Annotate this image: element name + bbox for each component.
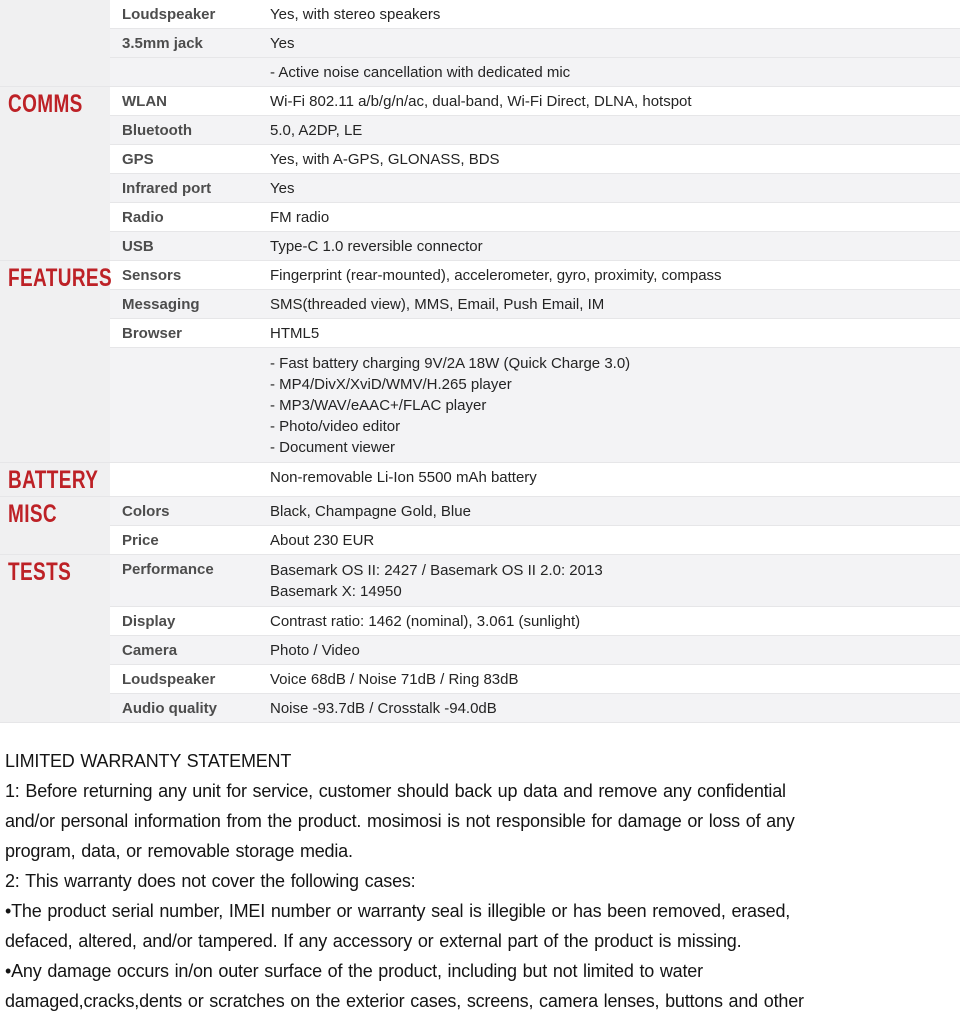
spec-row: [0, 203, 960, 232]
spec-value: FM radio: [260, 203, 960, 232]
spec-label: Loudspeaker: [110, 665, 260, 694]
spec-value: 5.0, A2DP, LE: [260, 116, 960, 145]
warranty-line: 2: This warranty does not cover the following cases:: [5, 871, 416, 891]
spec-value: HTML5: [260, 319, 960, 348]
spec-label: Browser: [110, 319, 260, 348]
spec-label: Display: [110, 607, 260, 636]
spec-value: Yes, with stereo speakers: [270, 6, 441, 23]
spec-label: Bluetooth: [110, 116, 260, 145]
spec-value: [260, 348, 960, 463]
spec-value: Noise -93.7dB / Crosstalk -94.0dB: [260, 694, 960, 723]
spec-label: Infrared port: [110, 174, 260, 203]
warranty-line: •The product serial number, IMEI number or warranty seal is illegible or has been removed, erased,: [5, 901, 791, 921]
warranty-line: damaged,cracks,dents or scratches on the exterior cases, screens, camera lenses, buttons and other: [5, 991, 804, 1011]
spec-label: [110, 348, 260, 463]
spec-row: [0, 319, 960, 348]
spec-row: [0, 665, 960, 694]
spec-value: Wi-Fi 802.11 a/b/g/n/ac, dual-band, Wi-Fi Direct, DLNA, hotspot: [260, 87, 960, 116]
spec-category-label: COMMS: [8, 90, 83, 118]
spec-row: [0, 87, 960, 116]
spec-label: Messaging: [110, 290, 260, 319]
spec-value: Yes: [260, 29, 960, 58]
warranty-section: [0, 746, 960, 1016]
spec-value: Fingerprint (rear-mounted), accelerometer, gyro, proximity, compass: [260, 261, 960, 290]
spec-value: [260, 555, 960, 607]
spec-label: Camera: [110, 636, 260, 665]
warranty-line: defaced, altered, and/or tampered. If any accessory or external part of the product is missing.: [5, 931, 742, 951]
spec-value: SMS(threaded view), MMS, Email, Push Email, IM: [260, 290, 960, 319]
spec-label: Radio: [110, 203, 260, 232]
warranty-line: 1: Before returning any unit for service, customer should back up data and remove any confidential: [5, 781, 786, 801]
spec-label: [110, 58, 260, 87]
spec-row: [0, 174, 960, 203]
spec-value: Photo / Video: [260, 636, 960, 665]
spec-label: WLAN: [110, 87, 260, 116]
spec-category-cell: [0, 463, 110, 497]
spec-row: [0, 290, 960, 319]
spec-row: [0, 526, 960, 555]
spec-category-cell: [0, 555, 110, 723]
spec-row: [0, 58, 960, 87]
warranty-line: and/or personal information from the product. mosimosi is not responsible for damage or loss of any: [5, 811, 795, 831]
spec-row: [0, 555, 960, 607]
spec-value: Voice 68dB / Noise 71dB / Ring 83dB: [260, 665, 960, 694]
spec-category-label: BATTERY: [8, 466, 99, 494]
spec-row: [0, 116, 960, 145]
spec-value: Non-removable Li-Ion 5500 mAh battery: [260, 463, 960, 497]
spec-value-line: - MP3/WAV/eAAC+/FLAC player: [270, 397, 487, 414]
spec-category-cell: [0, 261, 113, 463]
spec-value-line: - Document viewer: [270, 439, 396, 456]
spec-row: [0, 636, 960, 665]
spec-row: [0, 29, 960, 58]
spec-label: Performance: [110, 555, 260, 607]
spec-category-cell: [0, 0, 110, 87]
spec-category-cell: [0, 497, 110, 555]
warranty-line: •Any damage occurs in/on outer surface of the product, including but not limited to water: [5, 961, 703, 981]
spec-value: Contrast ratio: 1462 (nominal), 3.061 (sunlight): [260, 607, 960, 636]
warranty-title: LIMITED WARRANTY STATEMENT: [5, 751, 292, 771]
spec-value-line: - Fast battery charging 9V/2A 18W (Quick Charge 3.0): [270, 355, 631, 372]
spec-row: [0, 607, 960, 636]
spec-label: Price: [110, 526, 260, 555]
spec-row: [0, 463, 960, 497]
spec-row: [0, 497, 960, 526]
spec-category-label: FEATURES: [8, 264, 113, 292]
spec-row: [0, 145, 960, 174]
spec-value-line: Basemark OS II: 2427 / Basemark OS II 2.0: 2013: [270, 562, 603, 579]
spec-row: [0, 261, 960, 290]
spec-label: Audio quality: [110, 694, 260, 723]
spec-value-line: - Photo/video editor: [270, 418, 401, 435]
spec-value: About 230 EUR: [260, 526, 960, 555]
spec-label: Colors: [110, 497, 260, 526]
spec-row: [0, 0, 960, 29]
spec-value: Yes: [260, 174, 960, 203]
spec-value: - Active noise cancellation with dedicated mic: [260, 58, 960, 87]
spec-row: [0, 348, 960, 463]
spec-value: Yes, with A-GPS, GLONASS, BDS: [260, 145, 960, 174]
spec-label: Sensors: [110, 261, 260, 290]
spec-label: GPS: [110, 145, 260, 174]
spec-value-line: Basemark X: 14950: [270, 583, 402, 600]
spec-value-line: - MP4/DivX/XviD/WMV/H.265 player: [270, 376, 512, 393]
spec-category-label: MISC: [8, 500, 58, 528]
spec-category-label: TESTS: [8, 558, 72, 586]
spec-label: Loudspeaker: [122, 6, 216, 23]
spec-category-cell: [0, 87, 110, 261]
spec-label: [110, 463, 260, 497]
warranty-line: program, data, or removable storage media.: [5, 841, 353, 861]
spec-row: [0, 232, 960, 261]
spec-label: USB: [110, 232, 260, 261]
spec-value: Type-C 1.0 reversible connector: [260, 232, 960, 261]
spec-value: Black, Champagne Gold, Blue: [260, 497, 960, 526]
spec-label: 3.5mm jack: [110, 29, 260, 58]
spec-row: [0, 694, 960, 723]
